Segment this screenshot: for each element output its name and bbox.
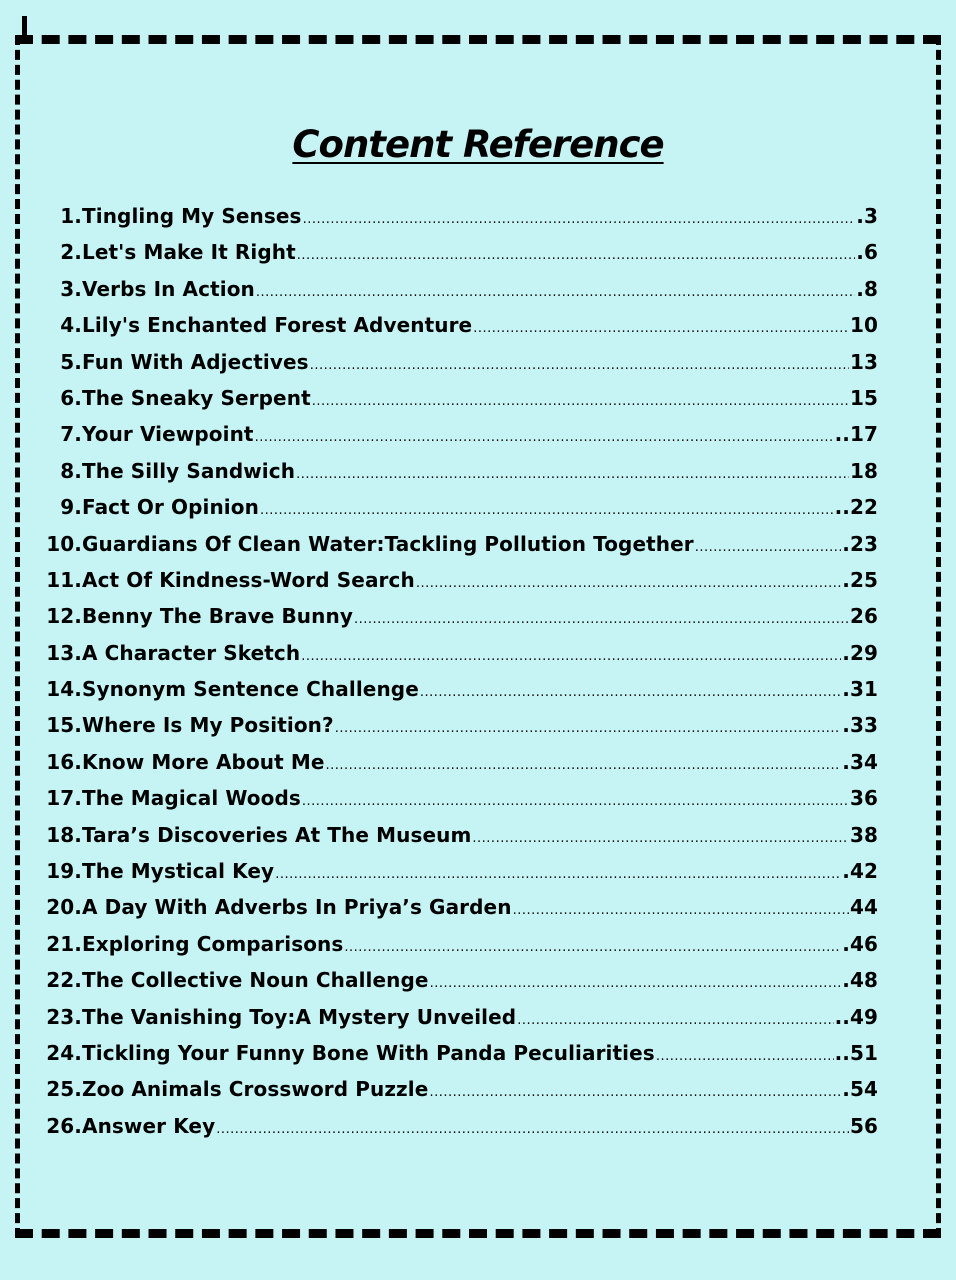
toc-entry-page: .46: [842, 931, 878, 956]
toc-dot-leader: [695, 540, 842, 555]
toc-dot-leader: [303, 212, 856, 227]
toc-entry: [44, 1041, 878, 1077]
toc-entry-page: .8: [856, 276, 878, 301]
toc-entry-number: 5.: [60, 349, 82, 374]
toc-entry-number: 7.: [60, 422, 82, 447]
toc-entry-page: 56: [849, 1113, 878, 1138]
toc-entry: [44, 204, 878, 240]
toc-entry-page: ..49: [834, 1004, 878, 1029]
toc-dot-leader: [472, 831, 849, 846]
toc-entry: [44, 823, 878, 859]
toc-entry: [44, 932, 878, 968]
toc-entry: [44, 240, 878, 276]
toc-entry-page: 36: [849, 786, 878, 811]
toc-entry-page: 15: [849, 385, 878, 410]
toc-entry-number: 11.: [46, 567, 82, 592]
toc-entry: [44, 277, 878, 313]
toc-entry-number: 3.: [60, 276, 82, 301]
toc-entry-page: .6: [856, 240, 878, 265]
toc-entry-page: .25: [842, 567, 878, 592]
toc-entry-page: .42: [842, 859, 878, 884]
toc-entry: [44, 641, 878, 677]
toc-dot-leader: [430, 976, 842, 991]
toc-entry-number: 25.: [46, 1077, 82, 1102]
toc-entry-title: The Magical Woods: [82, 786, 301, 811]
toc-dot-leader: [335, 721, 842, 736]
toc-entry-page: .48: [842, 968, 878, 993]
toc-dot-leader: [344, 940, 841, 955]
toc-entry-number: 12.: [46, 604, 82, 629]
toc-entry-number: 13.: [46, 640, 82, 665]
toc-entry-title: A Day With Adverbs In Priya’s Garden: [82, 895, 512, 920]
toc-entry-title: A Character Sketch: [82, 640, 301, 665]
toc-entry-number: 8.: [60, 458, 82, 483]
toc-entry-number: 15.: [46, 713, 82, 738]
toc-entry-page: .3: [856, 204, 878, 228]
toc-entry-number: 19.: [46, 859, 82, 884]
toc-entry-title: Lily's Enchanted Forest Adventure: [82, 313, 473, 338]
toc-dot-leader: [354, 612, 849, 627]
toc-entry-title: Where Is My Position?: [82, 713, 334, 738]
toc-dot-leader: [517, 1013, 833, 1028]
toc-dot-leader: [275, 867, 841, 882]
toc-entry: [44, 604, 878, 640]
toc-dot-leader: [420, 685, 841, 700]
toc-dot-leader: [473, 321, 849, 336]
toc-entry-page: 10: [849, 313, 878, 338]
toc-entry-title: Exploring Comparisons: [82, 931, 344, 956]
toc-dot-leader: [297, 248, 855, 263]
toc-dot-leader: [326, 758, 842, 773]
toc-entry-number: 14.: [46, 677, 82, 702]
toc-entry: [44, 386, 878, 422]
toc-entry-page: .23: [842, 531, 878, 556]
toc-entry-number: 26.: [46, 1113, 82, 1138]
toc-entry-title: Benny The Brave Bunny: [82, 604, 353, 629]
toc-dot-leader: [513, 903, 849, 918]
toc-entry: [44, 968, 878, 1004]
toc-entry: [44, 1077, 878, 1113]
toc-entry: [44, 750, 878, 786]
toc-entry: [44, 459, 878, 495]
toc-entry-title: Tara’s Discoveries At The Museum: [82, 822, 472, 847]
toc-entry-title: The Mystical Key: [82, 859, 275, 884]
toc-entry-title: Tingling My Senses: [82, 204, 302, 228]
toc-entry-number: 22.: [46, 968, 82, 993]
toc-entry: [44, 786, 878, 822]
toc-dot-leader: [310, 358, 849, 373]
toc-entry-number: 21.: [46, 931, 82, 956]
toc-entry-page: 13: [849, 349, 878, 374]
toc-entry-title: The Silly Sandwich: [82, 458, 296, 483]
toc-entry-page: .31: [842, 677, 878, 702]
toc-entry-number: 16.: [46, 749, 82, 774]
toc-entry-page: .34: [842, 749, 878, 774]
toc-entry-title: Act Of Kindness-Word Search: [82, 567, 415, 592]
toc-entry-number: 17.: [46, 786, 82, 811]
toc-entry-title: The Collective Noun Challenge: [82, 968, 429, 993]
toc-entry-title: Synonym Sentence Challenge: [82, 677, 419, 702]
toc-dot-leader: [260, 503, 834, 518]
toc-entry-page: 44: [849, 895, 878, 920]
toc-entry-title: The Sneaky Serpent: [82, 385, 311, 410]
toc-entry: [44, 350, 878, 386]
toc-entry-title: Let's Make It Right: [82, 240, 296, 265]
toc-dot-leader: [302, 794, 849, 809]
toc-entry: [44, 422, 878, 458]
toc-entry: [44, 495, 878, 531]
toc-entry-page: 18: [849, 458, 878, 483]
toc-entry-title: Tickling Your Funny Bone With Panda Peculiarities: [82, 1040, 655, 1065]
toc-dot-leader: [301, 649, 841, 664]
toc-dot-leader: [312, 394, 849, 409]
toc-entry-title: Your Viewpoint: [82, 422, 254, 447]
toc-entry: [44, 895, 878, 931]
toc-entry: [44, 713, 878, 749]
toc-entry-number: 10.: [46, 531, 82, 556]
toc-entry-page: ..17: [834, 422, 878, 447]
page-title: [0, 123, 956, 166]
toc-entry: [44, 532, 878, 568]
toc-entry: [44, 677, 878, 713]
toc-entry-number: 24.: [46, 1040, 82, 1065]
toc-entry: [44, 568, 878, 604]
toc-entry-page: .29: [842, 640, 878, 665]
toc-dot-leader: [255, 430, 834, 445]
toc-entry: [44, 313, 878, 349]
toc-entry-title: Zoo Animals Crossword Puzzle: [82, 1077, 429, 1102]
toc-entry-title: The Vanishing Toy:A Mystery Unveiled: [82, 1004, 517, 1029]
toc-entry-number: 6.: [60, 385, 82, 410]
toc-entry-title: Fact Or Opinion: [82, 495, 259, 520]
toc-entry-number: 9.: [60, 495, 82, 520]
toc-dot-leader: [296, 467, 849, 482]
toc-dot-leader: [216, 1122, 849, 1137]
toc-entry-number: 2.: [60, 240, 82, 265]
toc-entry-title: Guardians Of Clean Water:Tackling Pollution Together: [82, 531, 694, 556]
toc-entry-title: Verbs In Action: [82, 276, 255, 301]
page-title-text: Content Reference: [292, 122, 664, 166]
toc-entry-number: 20.: [46, 895, 82, 920]
toc-entry-title: Know More About Me: [82, 749, 325, 774]
toc-dot-leader: [416, 576, 841, 591]
toc-dot-leader: [256, 285, 855, 300]
toc-entry-page: 26: [849, 604, 878, 629]
toc-entry-number: 18.: [46, 822, 82, 847]
toc-entry-page: ..51: [834, 1040, 878, 1065]
toc-entry-number: 1.: [60, 204, 82, 228]
toc-entry-page: .33: [842, 713, 878, 738]
toc-entry: [44, 1005, 878, 1041]
toc-entry-number: 4.: [60, 313, 82, 338]
toc-entry-number: 23.: [46, 1004, 82, 1029]
toc-entry: [44, 859, 878, 895]
toc-entry: [44, 1114, 878, 1150]
toc-dot-leader: [429, 1085, 841, 1100]
table-of-contents: [44, 204, 878, 1150]
toc-entry-title: Answer Key: [82, 1113, 216, 1138]
toc-dot-leader: [656, 1049, 834, 1064]
toc-entry-page: 38: [849, 822, 878, 847]
toc-entry-title: Fun With Adjectives: [82, 349, 309, 374]
toc-entry-page: .54: [842, 1077, 878, 1102]
toc-entry-page: ..22: [834, 495, 878, 520]
